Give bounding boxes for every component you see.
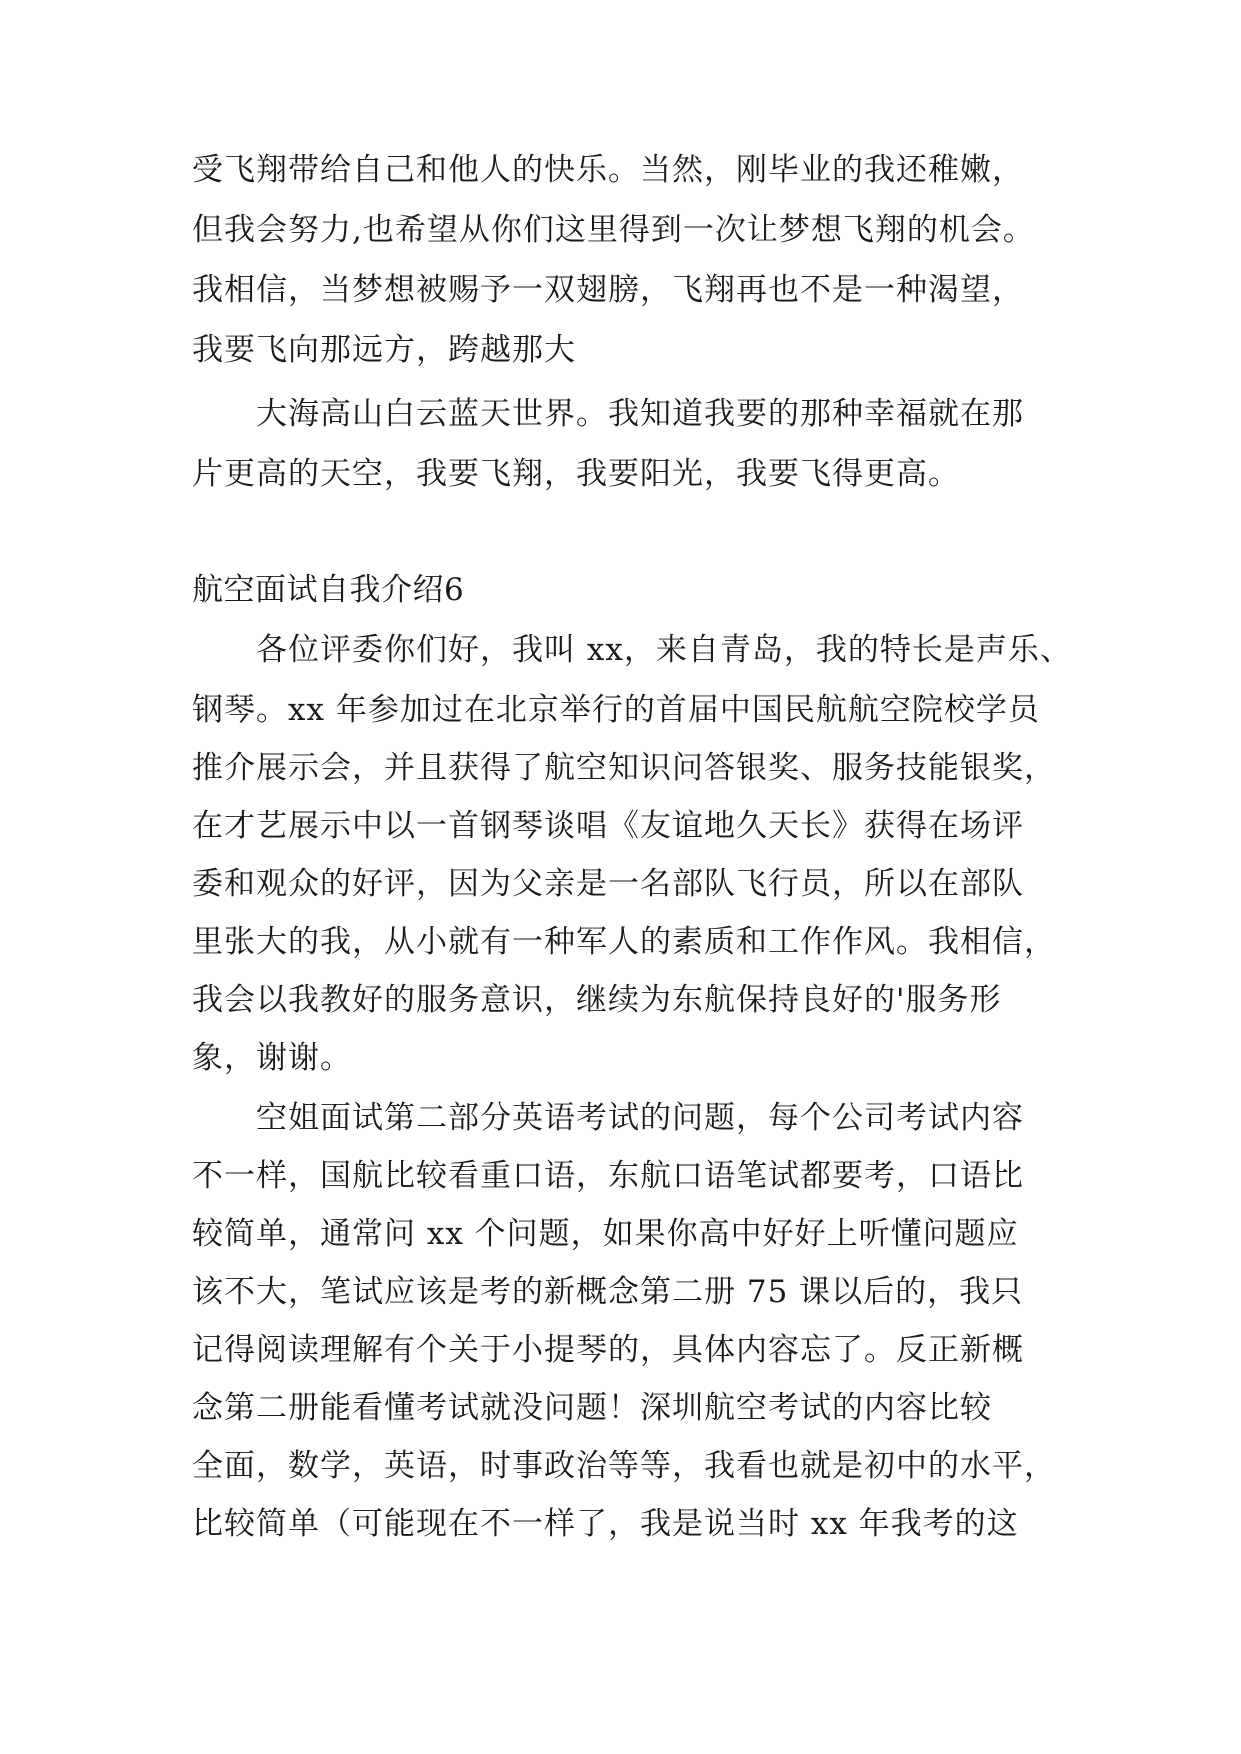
paragraph-line: 片更高的天空，我要飞翔，我要阳光，我要飞得更高。 bbox=[192, 456, 960, 492]
paragraph-line: 但我会努力,也希望从你们这里得到一次让梦想飞翔的机会。 bbox=[192, 212, 1035, 248]
paragraph-line: 钢琴。xx 年参加过在北京举行的首届中国民航航空院校学员 bbox=[192, 692, 1040, 728]
paragraph-line: 比较简单（可能现在不一样了，我是说当时 xx 年我考的这 bbox=[192, 1506, 1019, 1542]
paragraph-line: 念第二册能看懂考试就没问题！深圳航空考试的内容比较 bbox=[192, 1390, 992, 1426]
paragraph-line: 推介展示会，并且获得了航空知识问答银奖、服务技能银奖， bbox=[192, 750, 1056, 786]
paragraph-line: 较简单，通常问 xx 个问题，如果你高中好好上听懂问题应 bbox=[192, 1216, 1019, 1252]
paragraph-line: 受飞翔带给自己和他人的快乐。当然，刚毕业的我还稚嫩， bbox=[192, 152, 1024, 188]
paragraph-line: 空姐面试第二部分英语考试的问题，每个公司考试内容 bbox=[256, 1100, 1024, 1136]
paragraph-line: 我要飞向那远方，跨越那大 bbox=[192, 332, 576, 368]
paragraph-line: 大海高山白云蓝天世界。我知道我要的那种幸福就在那 bbox=[256, 396, 1024, 432]
section-title: 航空面试自我介绍6 bbox=[192, 572, 465, 608]
paragraph-line: 我相信，当梦想被赐予一双翅膀，飞翔再也不是一种渴望， bbox=[192, 272, 1024, 308]
paragraph-line: 里张大的我，从小就有一种军人的素质和工作作风。我相信， bbox=[192, 924, 1056, 960]
paragraph-line: 不一样，国航比较看重口语，东航口语笔试都要考，口语比 bbox=[192, 1158, 1024, 1194]
paragraph-line: 全面，数学，英语，时事政治等等，我看也就是初中的水平， bbox=[192, 1448, 1056, 1484]
paragraph-line: 象，谢谢。 bbox=[192, 1040, 352, 1076]
paragraph-line: 记得阅读理解有个关于小提琴的，具体内容忘了。反正新概 bbox=[192, 1332, 1024, 1368]
paragraph-line: 我会以我教好的服务意识，继续为东航保持良好的'服务形 bbox=[192, 982, 1002, 1018]
paragraph-line: 委和观众的好评，因为父亲是一名部队飞行员，所以在部队 bbox=[192, 866, 1024, 902]
paragraph-line: 该不大，笔试应该是考的新概念第二册 75 课以后的，我只 bbox=[192, 1274, 1024, 1310]
paragraph-line: 各位评委你们好，我叫 xx，来自青岛，我的特长是声乐、 bbox=[256, 632, 1072, 668]
paragraph-line: 在才艺展示中以一首钢琴谈唱《友谊地久天长》获得在场评 bbox=[192, 808, 1024, 844]
